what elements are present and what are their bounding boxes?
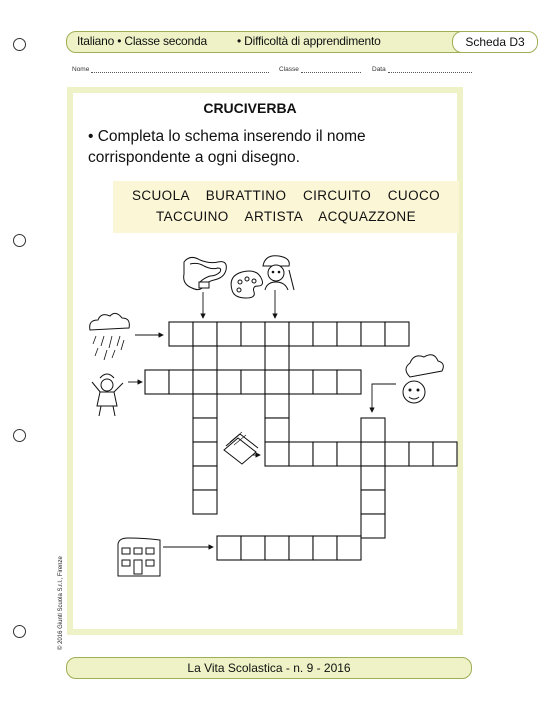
artist-icon bbox=[263, 256, 294, 290]
date-label: Data bbox=[372, 66, 386, 73]
puppet-icon bbox=[92, 374, 123, 416]
sheet-badge: Scheda D3 bbox=[452, 31, 538, 53]
crossword-grid[interactable] bbox=[145, 322, 457, 560]
instruction-text: • Completa lo schema inserendo il nome corrispondente a ogni disegno. bbox=[88, 128, 366, 166]
class-label: Classe bbox=[279, 66, 299, 73]
school-building-icon bbox=[118, 538, 160, 576]
chef-icon bbox=[403, 355, 443, 403]
topic-label: • Difficoltà di apprendimento bbox=[237, 34, 381, 48]
word-bank-line-2: TACCUINO ARTISTA ACQUAZZONE bbox=[156, 209, 416, 224]
palette-icon bbox=[231, 271, 262, 298]
word-bank-line-1: SCUOLA BURATTINO CIRCUITO CUOCO bbox=[131, 188, 441, 203]
notepad-icon bbox=[224, 432, 258, 464]
subject-label: Italiano • Classe seconda bbox=[77, 34, 207, 48]
rain-cloud-icon bbox=[90, 313, 130, 360]
copyright-notice: © 2016 Giunti Scuola S.r.l., Firenze bbox=[58, 556, 64, 650]
name-label: Nome bbox=[72, 66, 90, 73]
exercise-title: CRUCIVERBA bbox=[203, 100, 297, 116]
race-circuit-icon bbox=[184, 257, 227, 289]
footer-bar: La Vita Scolastica - n. 9 - 2016 bbox=[66, 657, 472, 679]
